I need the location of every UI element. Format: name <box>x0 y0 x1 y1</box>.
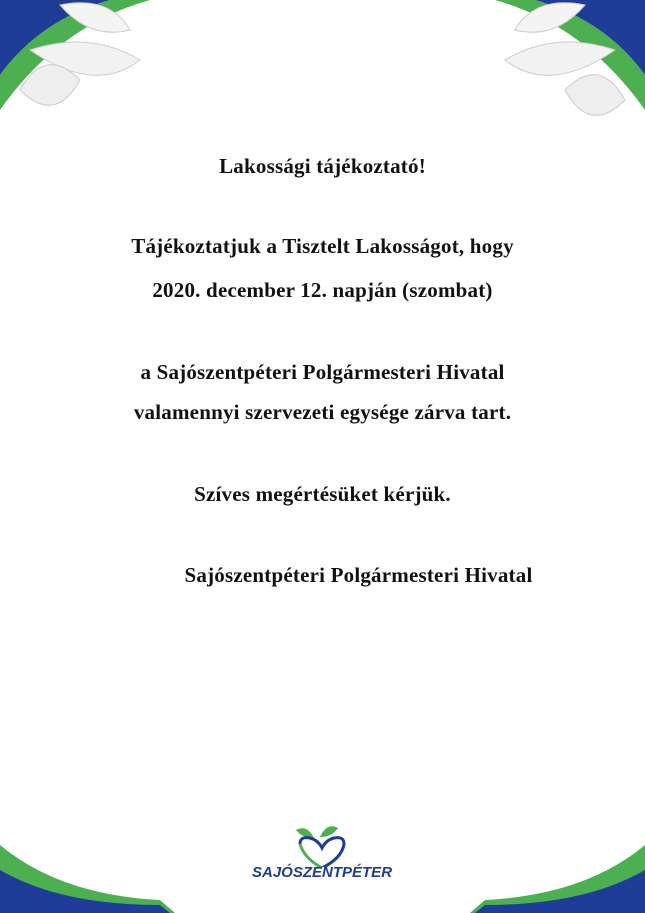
top-right-corner-decoration <box>495 0 645 115</box>
notice-closing: Szíves megértésüket kérjük. <box>194 482 451 506</box>
town-logo <box>252 822 392 892</box>
notice-line-2: 2020. december 12. napján (szombat) <box>152 278 493 302</box>
notice-line-1: Tájékoztatjuk a Tisztelt Lakosságot, hogy <box>131 234 514 258</box>
logo-text: SAJÓSZENTPÉTER <box>252 864 393 881</box>
notice-title: Lakossági tájékoztató! <box>219 154 426 178</box>
top-left-corner-decoration <box>0 0 150 110</box>
bottom-left-corner-decoration <box>0 845 175 913</box>
bottom-right-corner-decoration <box>470 845 645 913</box>
notice-signature: Sajószentpéteri Polgármesteri Hivatal <box>184 563 533 587</box>
notice-line-3: a Sajószentpéteri Polgármesteri Hivatal <box>140 360 505 384</box>
notice-line-4: valamennyi szervezeti egysége zárva tart. <box>133 400 512 424</box>
logo-emblem-icon <box>252 822 392 867</box>
